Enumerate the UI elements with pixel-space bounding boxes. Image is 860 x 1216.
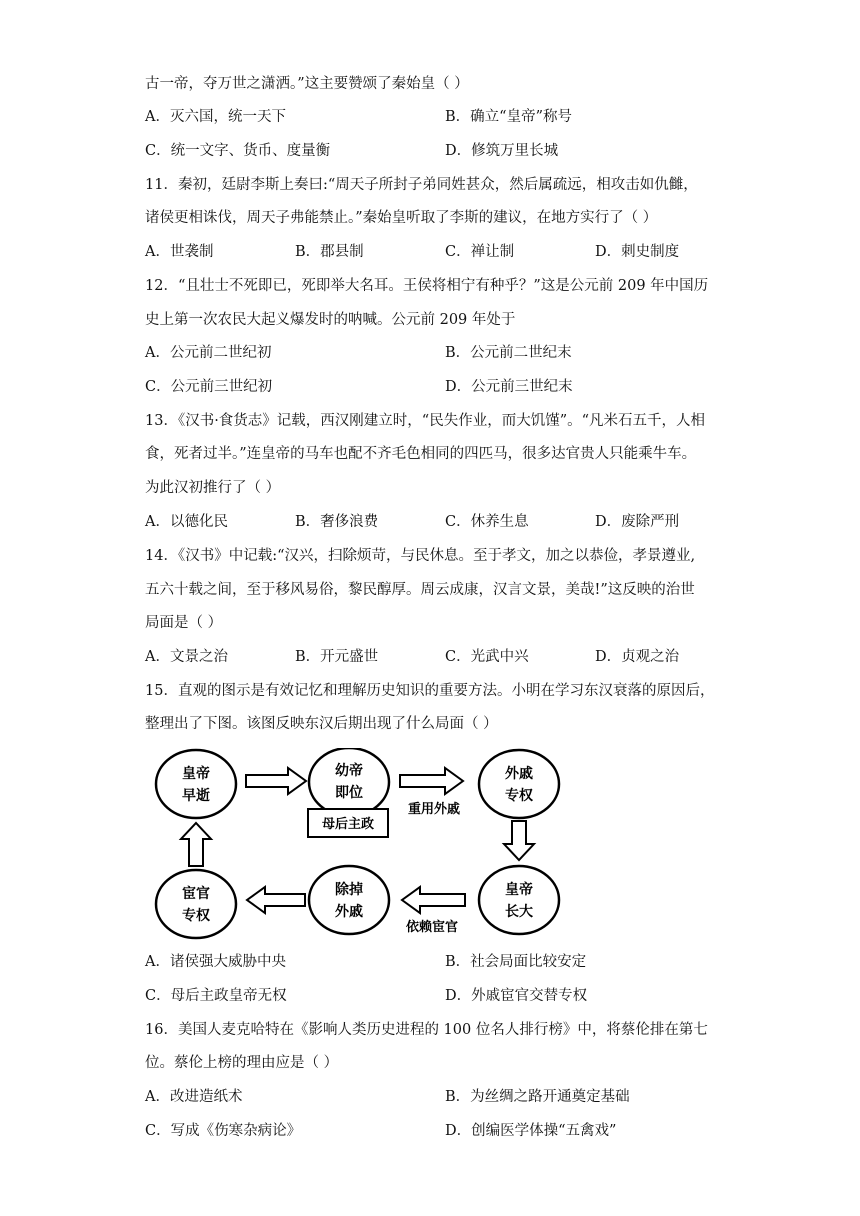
node-emperor-grows-line1: 皇帝: [505, 882, 533, 898]
q15-option-d: D．外戚宦官交替专权: [445, 988, 588, 1004]
question-13-stem-1: 13．《汉书·食货志》记载，西汉刚建立时，“民失作业，而大饥馑”。“凡米石五千，人相: [145, 413, 706, 429]
question-11-stem-2: 诸侯更相诛伐，周天子弗能禁止。”秦始皇听取了李斯的建议，在地方实行了（ ）: [145, 210, 658, 226]
node-remove-relatives: [309, 866, 389, 934]
question-11-stem-1: 11．秦初，廷尉李斯上奏曰:“周天子所封子弟同姓甚众，然后属疏远，相攻击如仇雠，: [145, 177, 698, 193]
q16-option-b: B．为丝绸之路开通奠定基础: [445, 1089, 630, 1105]
question-10-stem-end: 古一帝，夺万世之潇洒。”这主要赞颂了秦始皇（ ）: [145, 76, 469, 92]
q14-option-a: A．文景之治: [145, 649, 228, 665]
q13-option-b: B．奢侈浪费: [295, 514, 379, 530]
rely-eunuchs-label: 依赖宦官: [405, 920, 459, 935]
q14-option-b: B．开元盛世: [295, 649, 379, 665]
q14-option-c: C．光武中兴: [445, 649, 529, 665]
question-16-stem-2: 位。蔡伦上榜的理由应是（ ）: [145, 1055, 339, 1071]
appoint-relatives-label: 重用外戚: [407, 802, 461, 817]
q10-option-a: A．灭六国，统一天下: [145, 109, 286, 125]
node-child-emperor-line1: 幼帝: [335, 763, 363, 779]
q11-option-d: D．刺史制度: [595, 244, 680, 260]
node-remove-relatives-line2: 外戚: [335, 904, 363, 920]
node-emperor-grows-line2: 长大: [505, 904, 533, 920]
node-eunuch-power: [156, 870, 236, 938]
q11-option-a: A．世袭制: [145, 244, 214, 260]
node-relatives-power-line1: 外戚: [505, 766, 533, 782]
q15-option-c: C．母后主政皇帝无权: [145, 988, 287, 1004]
question-15-stem-1: 15．直观的图示是有效记忆和理解历史知识的重要方法。小明在学习东汉衰落的原因后，: [145, 683, 715, 699]
node-child-emperor: [309, 748, 389, 816]
node-child-emperor-line2: 即位: [335, 785, 363, 801]
q12-option-a: A．公元前二世纪初: [145, 345, 272, 361]
q13-option-c: C．休养生息: [445, 514, 529, 530]
node-emperor-dies-line2: 早逝: [182, 788, 210, 804]
q12-option-d: D．公元前三世纪末: [445, 379, 573, 395]
arrow-left-2: [402, 887, 465, 913]
question-15-stem-2: 整理出了下图。该图反映东汉后期出现了什么局面（ ）: [145, 716, 498, 732]
q15-option-a: A．诸侯强大威胁中央: [145, 954, 286, 970]
arrow-right-1: [246, 768, 306, 794]
q12-option-b: B．公元前二世纪末: [445, 345, 572, 361]
q12-option-c: C．公元前三世纪初: [145, 379, 273, 395]
q15-option-b: B．社会局面比较安定: [445, 954, 587, 970]
arrow-down: [504, 821, 534, 860]
arrow-right-2: [400, 768, 463, 794]
arrow-left-1: [247, 887, 305, 913]
question-13-stem-2: 食，死者过半。”连皇帝的马车也配不齐毛色相同的四匹马，很多达官贵人只能乘牛车。: [145, 446, 697, 462]
question-16-stem-1: 16．美国人麦克哈特在《影响人类历史进程的 100 位名人排行榜》中，将蔡伦排在第七: [145, 1022, 708, 1038]
question-13-stem-3: 为此汉初推行了（ ）: [145, 480, 281, 496]
q13-option-a: A．以德化民: [145, 514, 228, 530]
node-emperor-grows: [479, 866, 559, 934]
question-14-stem-3: 局面是（ ）: [145, 615, 223, 631]
q13-option-d: D．废除严刑: [595, 514, 680, 530]
q11-option-b: B．郡县制: [295, 244, 364, 260]
question-14-stem-2: 五六十载之间，至于移风易俗，黎民醇厚。周云成康，汉言文景，美哉!”这反映的治世: [145, 582, 695, 598]
node-emperor-dies: [156, 750, 236, 818]
question-12-stem-2: 史上第一次农民大起义爆发时的呐喊。公元前 209 年处于: [145, 312, 516, 328]
arrow-up: [181, 823, 211, 866]
q16-option-a: A．改进造纸术: [145, 1089, 243, 1105]
q16-option-c: C．写成《伤寒杂病论》: [145, 1123, 302, 1139]
question-12-stem-1: 12．“且壮士不死即已，死即举大名耳。王侯将相宁有种乎？”这是公元前 209 年中国历: [145, 278, 709, 294]
q14-option-d: D．贞观之治: [595, 649, 680, 665]
node-eunuch-power-line2: 专权: [182, 908, 210, 924]
node-relatives-power-line2: 专权: [505, 788, 533, 804]
question-14-stem-1: 14．《汉书》中记载:“汉兴，扫除烦苛，与民休息。至于孝文，加之以恭俭，孝景遵业,: [145, 548, 696, 564]
q10-option-c: C．统一文字、货币、度量衡: [145, 143, 331, 159]
node-eunuch-power-line1: 宦官: [182, 886, 210, 902]
node-remove-relatives-line1: 除掉: [335, 882, 363, 898]
node-emperor-dies-line1: 皇帝: [182, 766, 210, 782]
q10-option-b: B．确立“皇帝”称号: [445, 109, 572, 125]
eastern-han-decline-diagram: [150, 748, 570, 944]
empress-rule-label: 母后主政: [321, 817, 375, 832]
q10-option-d: D．修筑万里长城: [445, 143, 559, 159]
node-relatives-power: [479, 750, 559, 818]
q11-option-c: C．禅让制: [445, 244, 515, 260]
q16-option-d: D．创编医学体操“五禽戏”: [445, 1123, 617, 1139]
